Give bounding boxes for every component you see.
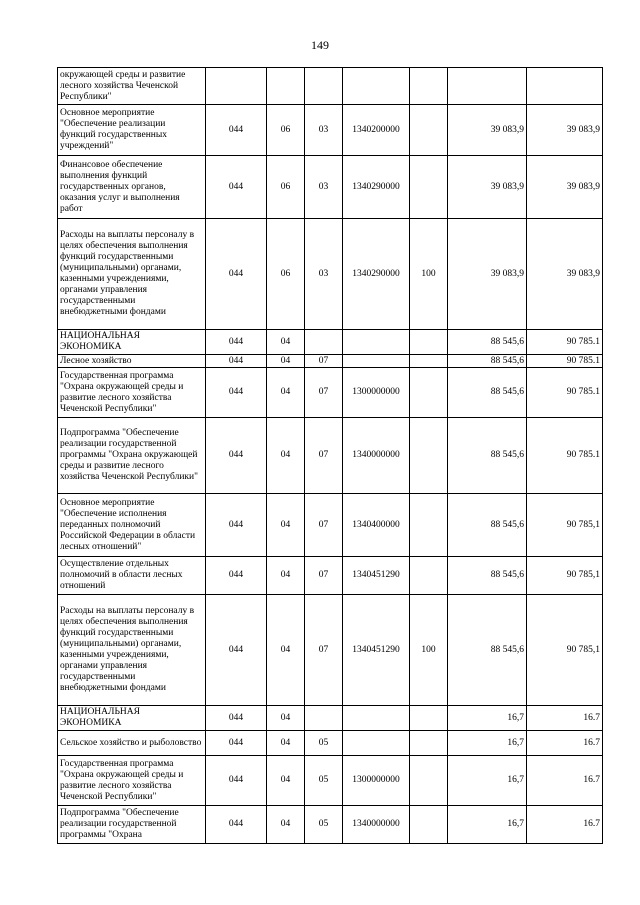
- cell-ved: 044: [206, 368, 267, 418]
- cell-ved: 044: [206, 806, 267, 844]
- cell-ved: 044: [206, 494, 267, 557]
- cell-vr: [410, 756, 448, 806]
- cell-pr: 03: [305, 156, 343, 219]
- cell-vr: [410, 731, 448, 756]
- row-name: Государственная программа "Охрана окружающей среды и развитие лесного хозяйства Чеченской Республики": [58, 368, 206, 418]
- cell-sum-2: [527, 68, 603, 105]
- cell-ved: 044: [206, 706, 267, 731]
- cell-csr: [343, 706, 410, 731]
- cell-sum-2: 16.7: [527, 706, 603, 731]
- cell-csr: [343, 731, 410, 756]
- cell-rz: 06: [267, 105, 305, 156]
- cell-sum-1: 39 083,9: [448, 219, 527, 330]
- cell-sum-1: 39 083,9: [448, 105, 527, 156]
- cell-vr: [410, 806, 448, 844]
- cell-sum-1: 16,7: [448, 731, 527, 756]
- table-row: [58, 68, 603, 105]
- table-row: [58, 756, 603, 806]
- row-name: Расходы на выплаты персоналу в целях обеспечения выполнения функций государственными (муниципальными) органами, казенными учреждениями, органами управления государственными внебюджетными фондами: [58, 595, 206, 706]
- table-row: [58, 494, 603, 557]
- cell-sum-2: 39 083,9: [527, 156, 603, 219]
- table-row: [58, 418, 603, 494]
- cell-csr: [343, 330, 410, 355]
- cell-sum-1: [448, 68, 527, 105]
- table-row: [58, 557, 603, 595]
- row-name: окружающей среды и развитие лесного хозяйства Чеченской Республики": [58, 68, 206, 105]
- cell-rz: 04: [267, 557, 305, 595]
- cell-sum-1: 88 545,6: [448, 557, 527, 595]
- cell-sum-1: 16,7: [448, 806, 527, 844]
- cell-rz: 04: [267, 706, 305, 731]
- cell-sum-2: 90 785,1: [527, 595, 603, 706]
- cell-pr: [305, 330, 343, 355]
- table-row: [58, 355, 603, 368]
- cell-pr: 05: [305, 731, 343, 756]
- cell-sum-2: 39 083,9: [527, 105, 603, 156]
- cell-ved: 044: [206, 330, 267, 355]
- table-row: [58, 595, 603, 706]
- cell-csr: 1340000000: [343, 806, 410, 844]
- cell-sum-2: 90 785.1: [527, 355, 603, 368]
- cell-csr: 1340290000: [343, 219, 410, 330]
- table-row: [58, 706, 603, 731]
- cell-ved: 044: [206, 105, 267, 156]
- cell-csr: 1300000000: [343, 756, 410, 806]
- cell-pr: 05: [305, 756, 343, 806]
- cell-sum-2: 16.7: [527, 806, 603, 844]
- cell-sum-1: 16,7: [448, 706, 527, 731]
- cell-csr: 1340400000: [343, 494, 410, 557]
- cell-ved: 044: [206, 355, 267, 368]
- cell-vr: [410, 355, 448, 368]
- cell-sum-2: 90 785.1: [527, 330, 603, 355]
- cell-pr: 07: [305, 557, 343, 595]
- cell-ved: [206, 68, 267, 105]
- row-name: НАЦИОНАЛЬНАЯ ЭКОНОМИКА: [58, 706, 206, 731]
- cell-ved: 044: [206, 756, 267, 806]
- cell-sum-1: 88 545,6: [448, 418, 527, 494]
- cell-csr: 1340290000: [343, 156, 410, 219]
- table-row: [58, 368, 603, 418]
- cell-pr: [305, 68, 343, 105]
- row-name: Расходы на выплаты персоналу в целях обеспечения выполнения функций государственными (муниципальными) органами, казенными учреждениями, органами управления государственными внебюджетными фондами: [58, 219, 206, 330]
- cell-rz: 04: [267, 731, 305, 756]
- cell-vr: 100: [410, 595, 448, 706]
- row-name: НАЦИОНАЛЬНАЯ ЭКОНОМИКА: [58, 330, 206, 355]
- row-name: Финансовое обеспечение выполнения функций государственных органов, оказания услуг и выполнения работ: [58, 156, 206, 219]
- cell-sum-1: 88 545,6: [448, 595, 527, 706]
- cell-pr: 07: [305, 368, 343, 418]
- table-row: [58, 105, 603, 156]
- cell-vr: [410, 368, 448, 418]
- row-name: Сельское хозяйство и рыболовство: [58, 731, 206, 756]
- cell-sum-2: 16.7: [527, 731, 603, 756]
- cell-vr: [410, 68, 448, 105]
- cell-pr: 07: [305, 494, 343, 557]
- cell-ved: 044: [206, 595, 267, 706]
- cell-sum-2: 16.7: [527, 756, 603, 806]
- table-row: [58, 731, 603, 756]
- cell-pr: 03: [305, 219, 343, 330]
- cell-rz: 04: [267, 330, 305, 355]
- row-name: Основное мероприятие "Обеспечение исполнения переданных полномочий Российской Федерации в области лесных отношений": [58, 494, 206, 557]
- cell-rz: 04: [267, 494, 305, 557]
- cell-csr: [343, 68, 410, 105]
- cell-sum-2: 39 083,9: [527, 219, 603, 330]
- cell-csr: 1340451290: [343, 595, 410, 706]
- budget-table: [57, 67, 603, 844]
- cell-rz: 04: [267, 806, 305, 844]
- row-name: Основное мероприятие "Обеспечение реализации функций государственных учреждений": [58, 105, 206, 156]
- table-row: [58, 219, 603, 330]
- cell-ved: 044: [206, 219, 267, 330]
- cell-pr: 07: [305, 418, 343, 494]
- cell-rz: [267, 68, 305, 105]
- cell-rz: 06: [267, 219, 305, 330]
- table-row: [58, 156, 603, 219]
- row-name: Подпрограмма "Обеспечение реализации государственной программы "Охрана: [58, 806, 206, 844]
- cell-sum-1: 88 545,6: [448, 368, 527, 418]
- page-number: 149: [311, 38, 329, 52]
- cell-rz: 06: [267, 156, 305, 219]
- cell-sum-2: 90 785,1: [527, 494, 603, 557]
- cell-rz: 04: [267, 368, 305, 418]
- cell-pr: 03: [305, 105, 343, 156]
- cell-sum-2: 90 785.1: [527, 368, 603, 418]
- cell-pr: 05: [305, 806, 343, 844]
- cell-csr: 1340000000: [343, 418, 410, 494]
- cell-csr: 1340200000: [343, 105, 410, 156]
- table-row: [58, 330, 603, 355]
- cell-ved: 044: [206, 557, 267, 595]
- cell-vr: [410, 557, 448, 595]
- cell-sum-1: 88 545,6: [448, 355, 527, 368]
- row-name: Подпрограмма "Обеспечение реализации государственной программы "Охрана окружающей среды и развитие лесного хозяйства Чеченской Республики": [58, 418, 206, 494]
- cell-ved: 044: [206, 731, 267, 756]
- cell-vr: [410, 156, 448, 219]
- row-name: Осуществление отдельных полномочий в области лесных отношений: [58, 557, 206, 595]
- cell-pr: [305, 706, 343, 731]
- table-row: [58, 806, 603, 844]
- cell-vr: [410, 105, 448, 156]
- cell-vr: [410, 494, 448, 557]
- cell-vr: 100: [410, 219, 448, 330]
- cell-csr: 1340451290: [343, 557, 410, 595]
- row-name: Лесное хозяйство: [58, 355, 206, 368]
- cell-ved: 044: [206, 156, 267, 219]
- cell-ved: 044: [206, 418, 267, 494]
- cell-vr: [410, 418, 448, 494]
- cell-rz: 04: [267, 756, 305, 806]
- cell-csr: 1300000000: [343, 368, 410, 418]
- cell-rz: 04: [267, 418, 305, 494]
- cell-sum-1: 88 545,6: [448, 330, 527, 355]
- cell-sum-2: 90 785,1: [527, 557, 603, 595]
- cell-sum-1: 16,7: [448, 756, 527, 806]
- cell-sum-1: 88 545,6: [448, 494, 527, 557]
- cell-csr: [343, 355, 410, 368]
- cell-sum-1: 39 083,9: [448, 156, 527, 219]
- cell-rz: 04: [267, 355, 305, 368]
- cell-pr: 07: [305, 595, 343, 706]
- cell-vr: [410, 330, 448, 355]
- cell-vr: [410, 706, 448, 731]
- cell-pr: 07: [305, 355, 343, 368]
- cell-rz: 04: [267, 595, 305, 706]
- row-name: Государственная программа "Охрана окружающей среды и развитие лесного хозяйства Чеченской Республики": [58, 756, 206, 806]
- cell-sum-2: 90 785.1: [527, 418, 603, 494]
